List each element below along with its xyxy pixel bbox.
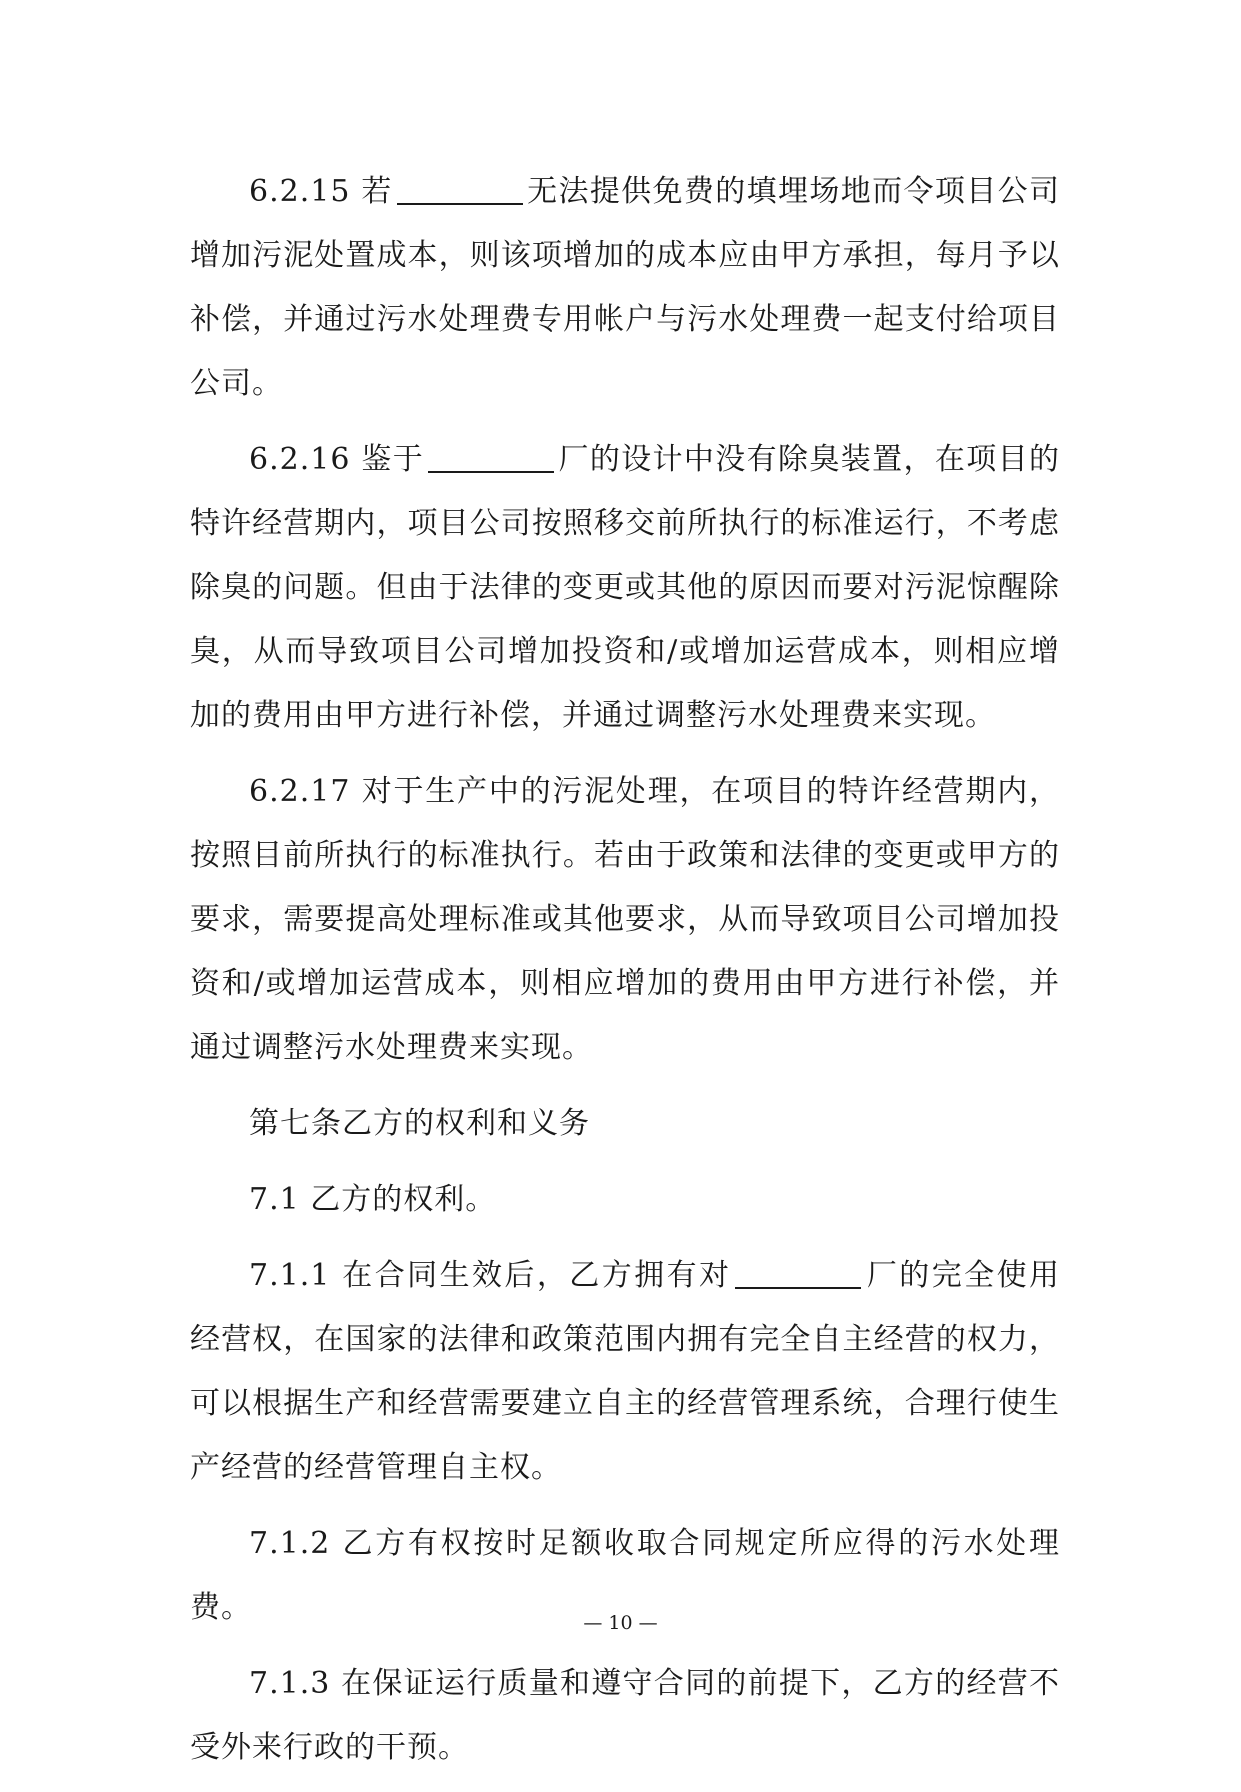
clause-7-1-3 [190,1652,1060,1780]
clause-6-2-16 [190,428,1060,748]
article-7-heading [190,1092,1060,1156]
clause-text: 无法提供免费的填埋场地而令项目公司增加污泥处置成本，则该项增加的成本应由甲方承担，每月予以补偿，并通过污水处理费专用帐户与污水处理费一起支付给项目公司。 [190,174,1060,401]
clause-text: 7.1.1 在合同生效后，乙方拥有对 [249,1258,732,1293]
fill-in-blank [397,173,523,205]
fill-in-blank [428,441,554,473]
clause-text: 6.2.15 若 [249,174,393,209]
heading-text: 第七条乙方的权利和义务 [249,1106,590,1141]
clause-text: 7.1.3 在保证运行质量和遵守合同的前提下，乙方的经营不受外来行政的干预。 [190,1666,1060,1765]
clause-7-1-1 [190,1244,1060,1500]
clause-6-2-15 [190,160,1060,416]
clause-text: 6.2.16 鉴于 [249,442,425,477]
document-page [190,160,1060,1792]
clause-6-2-17 [190,760,1060,1080]
fill-in-blank [735,1257,861,1289]
clause-text: 7.1.2 乙方有权按时足额收取合同规定所应得的污水处理费。 [190,1526,1060,1625]
page-number: — 10 — [583,1612,658,1634]
clause-text: 6.2.17 对于生产中的污泥处理，在项目的特许经营期内，按照目前所执行的标准执行。若由于政策和法律的变更或甲方的要求，需要提高处理标准或其他要求，从而导致项目公司增加投资和/或增加运营成本，则相应增加的费用由甲方进行补偿，并通过调整污水处理费来实现。 [190,774,1060,1065]
clause-text: 7.1 乙方的权利。 [249,1182,497,1217]
clause-text: 厂的设计中没有除臭装置，在项目的特许经营期内，项目公司按照移交前所执行的标准运行，不考虑除臭的问题。但由于法律的变更或其他的原因而要对污泥惊醒除臭，从而导致项目公司增加投资和/或增加运营成本，则相应增加的费用由甲方进行补偿，并通过调整污水处理费来实现。 [190,442,1060,733]
clause-7-1 [190,1168,1060,1232]
clause-text: 厂的完全使用经营权，在国家的法律和政策范围内拥有完全自主经营的权力，可以根据生产和经营需要建立自主的经营管理系统，合理行使生产经营的经营管理自主权。 [190,1258,1061,1485]
